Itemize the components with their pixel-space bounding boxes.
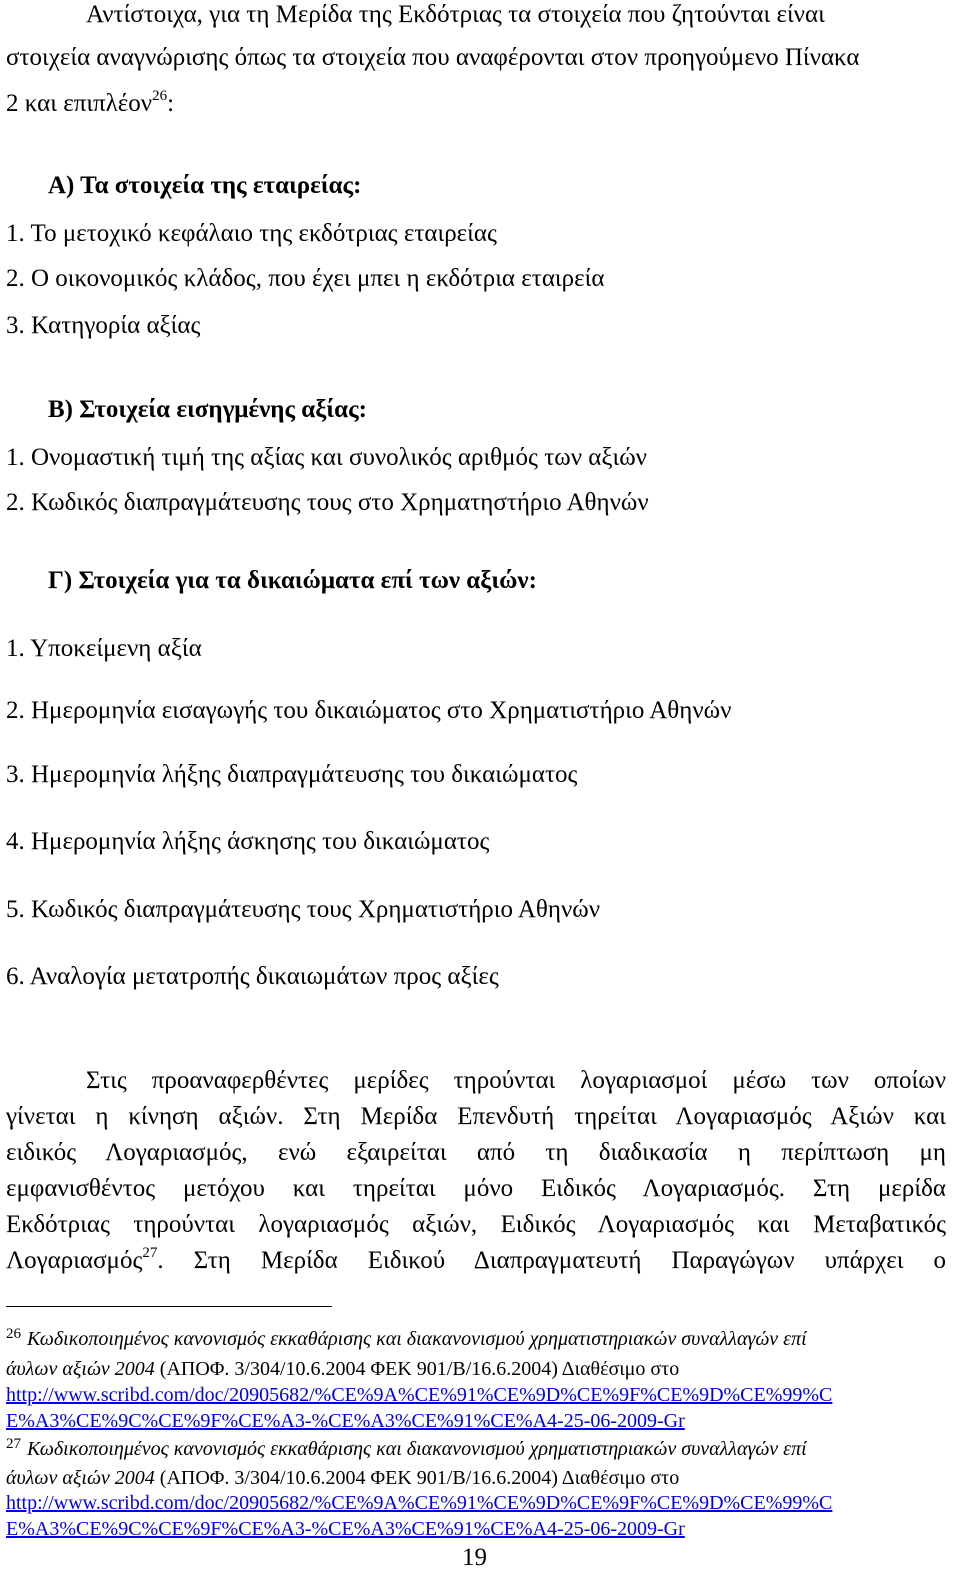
section-b-item-1: 1. Ονομαστική τιμή της αξίας και συνολικός αριθμός των αξιών [6,444,647,471]
footnote-ref-27[interactable]: 27 [142,1245,158,1261]
section-c-item-2: 2. Ημερομηνία εισαγωγής του δικαιώματος στο Χρηματιστήριο Αθηνών [6,697,732,724]
footnote-26-number: 26 [6,1326,21,1342]
paragraph-last-post: . Στη Μερίδα Ειδικού Διαπραγματευτή Παραγώγων υπάρχει ο [157,1247,946,1274]
paragraph-line-3: ειδικός Λογαριασμός, ενώ εξαιρείται από τη διαδικασία η περίπτωση μη [6,1139,946,1166]
footnote-27-italic-1: Κωδικοποιημένος κανονισμός εκκαθάρισης και διακανονισμού χρηματιστηριακών συναλλαγών επί [27,1438,807,1460]
section-b-item-2: 2. Κωδικός διαπραγμάτευσης τους στο Χρηματηστήριο Αθηνών [6,489,649,516]
section-a-item-3: 3. Κατηγορία αξίας [6,312,201,339]
intro-line-1: Αντίστοιχα, για τη Μερίδα της Εκδότριας τα στοιχεία που ζητούνται είναι [86,1,825,28]
section-c-item-4: 4. Ημερομηνία λήξης άσκησης του δικαιώματος [6,828,490,855]
intro-line-3-text: 2 και επιπλέον [6,90,153,117]
footnote-26-link-2[interactable]: E%A3%CE%9C%CE%9F%CE%A3-%CE%A3%CE%91%CE%A4-25-06-2009-Gr [6,1410,685,1432]
footnote-27-line-1 [6,1437,807,1461]
intro-line-3 [6,89,174,119]
footnote-separator [6,1306,332,1307]
footnote-27-link-2[interactable]: E%A3%CE%9C%CE%9F%CE%A3-%CE%A3%CE%91%CE%A4-25-06-2009-Gr [6,1518,685,1540]
section-c-heading: Γ) Στοιχεία για τα δικαιώματα επί των αξιών: [48,567,537,594]
paragraph-line-5: Εκδότριας τηρούνται λογαριασμός αξιών, Ειδικός Λογαριασμός και Μεταβατικός [6,1211,946,1238]
footnote-26-italic-2: άυλων αξιών 2004 [6,1358,155,1380]
footnote-26-line-1 [6,1327,807,1351]
paragraph-line-1: Στις προαναφερθέντες μερίδες τηρούνται λογαριασμοί μέσω των οποίων [86,1067,946,1094]
paragraph-last-pre: Λογαριασμός [6,1247,143,1274]
footnote-26-link-1[interactable]: http://www.scribd.com/doc/20905682/%CE%9A%CE%91%CE%9D%CE%9F%CE%9D%CE%99%C [6,1384,833,1406]
section-a-item-1: 1. Το μετοχικό κεφάλαιο της εκδότριας εταιρείας [6,220,497,247]
section-c-item-1: 1. Υποκείμενη αξία [6,635,202,662]
footnote-ref-26[interactable]: 26 [152,88,168,104]
intro-line-2: στοιχεία αναγνώρισης όπως τα στοιχεία που αναφέρονται στον προηγούμενο Πίνακα [6,44,860,71]
paragraph-line-2: γίνεται η κίνηση αξιών. Στη Μερίδα Επενδυτή τηρείται Λογαριασμός Αξιών και [6,1103,946,1130]
section-a-heading: Α) Τα στοιχεία της εταιρείας: [48,172,362,199]
footnote-26-line-2 [6,1357,679,1381]
intro-line-3-end: : [167,90,175,117]
section-b-heading: Β) Στοιχεία εισηγμένης αξίας: [48,396,367,423]
paragraph-line-4: εμφανισθέντος μετόχου και τηρείται μόνο Ειδικός Λογαριασμός. Στη μερίδα [6,1175,946,1202]
footnote-27-number: 27 [6,1436,21,1452]
page-number: 19 [462,1544,487,1571]
footnote-26-rest: (ΑΠΟΦ. 3/304/10.6.2004 ΦΕΚ 901/Β/16.6.2004) Διαθέσιμο στο [154,1358,680,1380]
footnote-27-link-1[interactable]: http://www.scribd.com/doc/20905682/%CE%9A%CE%91%CE%9D%CE%9F%CE%9D%CE%99%C [6,1492,833,1514]
section-c-item-6: 6. Αναλογία μετατροπής δικαιωμάτων προς αξίες [6,963,499,990]
footnote-27-rest: (ΑΠΟΦ. 3/304/10.6.2004 ΦΕΚ 901/Β/16.6.2004) Διαθέσιμο στο [154,1467,680,1489]
section-a-item-2: 2. Ο οικονομικός κλάδος, που έχει μπει η εκδότρια εταιρεία [6,265,605,292]
section-c-item-5: 5. Κωδικός διαπραγμάτευσης τους Χρηματιστήριο Αθηνών [6,896,601,923]
footnote-27-line-2 [6,1466,679,1490]
footnote-26-italic-1: Κωδικοποιημένος κανονισμός εκκαθάρισης και διακανονισμού χρηματιστηριακών συναλλαγών επί [27,1328,807,1350]
section-c-item-3: 3. Ημερομηνία λήξης διαπραγμάτευσης του δικαιώματος [6,761,578,788]
paragraph-line-6 [6,1246,946,1276]
footnote-27-italic-2: άυλων αξιών 2004 [6,1467,155,1489]
